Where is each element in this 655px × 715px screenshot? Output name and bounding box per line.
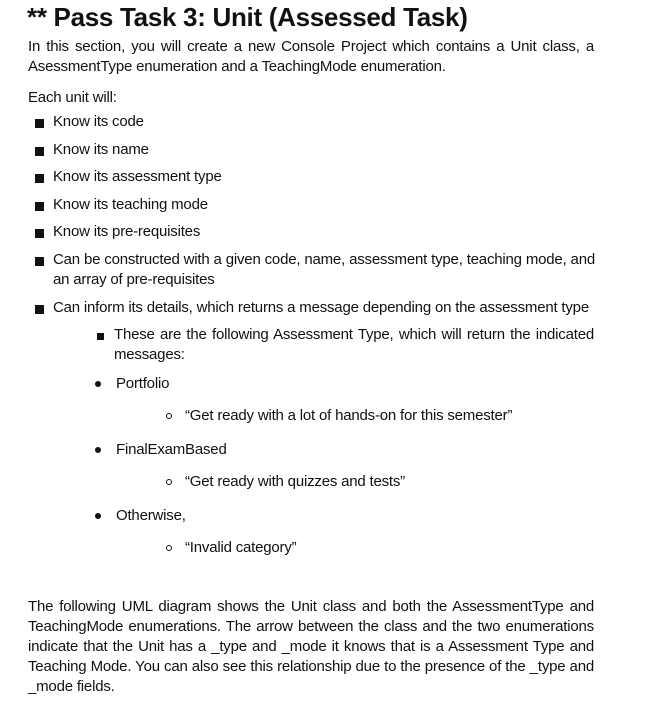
intro-paragraph: In this section, you will create a new Console Project which contains a Unit class, a AsessmentType enumeration and a TeachingMode enumeration. — [28, 38, 594, 75]
bullet-text: Know its name — [53, 141, 149, 158]
each-unit-label: Each unit will: — [28, 89, 117, 106]
square-bullet-icon — [35, 305, 44, 314]
circle-bullet-icon — [166, 413, 172, 419]
uml-paragraph: The following UML diagram shows the Unit class and both the AssessmentType and TeachingMode enumerations. The arrow between the class and the two enumerations indicate that the Unit has a _type and _mode it knows that is a Assessment Type and Teaching Mode. You can also see this relationship due to the presence of the _type and _mode fields. — [28, 598, 594, 695]
assessment-type-name: Otherwise, — [116, 507, 186, 524]
circle-bullet-icon — [166, 479, 172, 485]
square-bullet-icon — [97, 333, 104, 340]
square-bullet-icon — [35, 119, 44, 128]
assessment-type-message: “Get ready with a lot of hands-on for this semester” — [185, 407, 513, 424]
square-bullet-icon — [35, 147, 44, 156]
assessment-type-message: “Invalid category” — [185, 539, 297, 556]
dot-bullet-icon — [95, 447, 101, 453]
assessment-type-name: FinalExamBased — [116, 441, 227, 458]
bullet-text: Know its teaching mode — [53, 196, 208, 213]
bullet-text: Know its assessment type — [53, 168, 222, 185]
page-title: ** Pass Task 3: Unit (Assessed Task) — [27, 2, 468, 32]
assessment-type-name: Portfolio — [116, 375, 170, 392]
bullet-text: Can inform its details, which returns a message depending on the assessment type — [53, 299, 589, 316]
square-bullet-icon — [35, 229, 44, 238]
circle-bullet-icon — [166, 545, 172, 551]
assessment-type-message: “Get ready with quizzes and tests” — [185, 473, 405, 490]
square-bullet-icon — [35, 174, 44, 183]
dot-bullet-icon — [95, 381, 101, 387]
sub-bullet-text: These are the following Assessment Type, which will return the indicated messages: — [114, 326, 594, 363]
bullet-text: Know its pre-requisites — [53, 223, 201, 240]
square-bullet-icon — [35, 257, 44, 266]
square-bullet-icon — [35, 202, 44, 211]
bullet-text: Can be constructed with a given code, name, assessment type, teaching mode, and an array of pre-requisites — [53, 251, 595, 288]
dot-bullet-icon — [95, 513, 101, 519]
bullet-text: Know its code — [53, 113, 144, 130]
